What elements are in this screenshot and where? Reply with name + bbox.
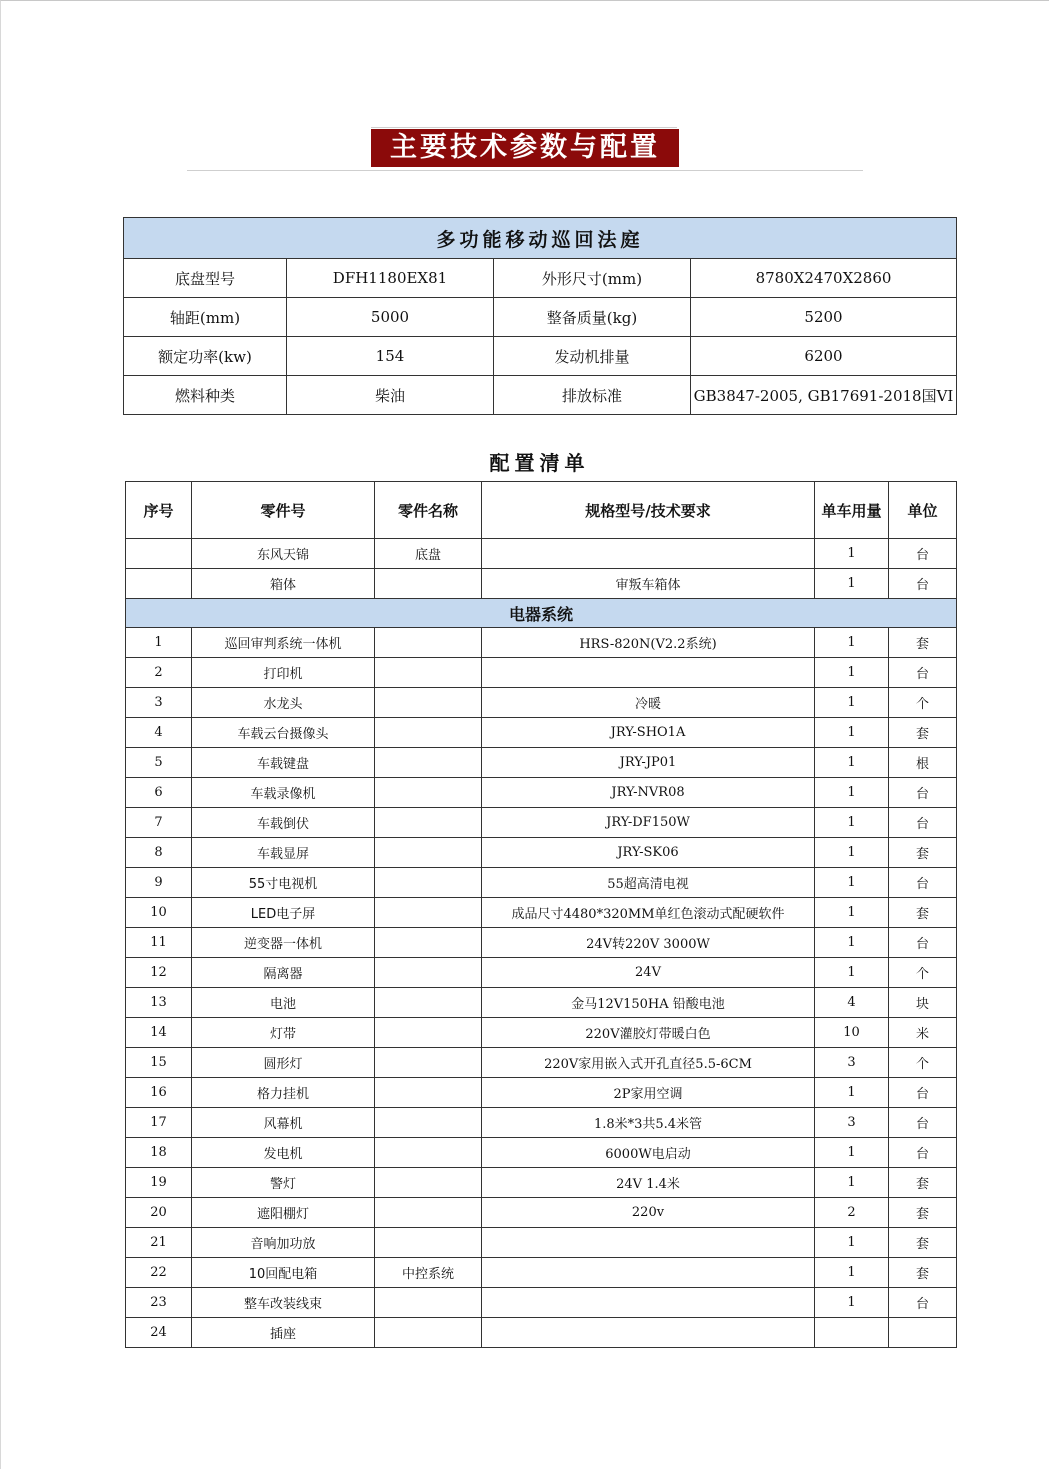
cell-unit: 米: [889, 1018, 957, 1048]
cell-part: 东风天锦: [192, 539, 375, 569]
cell-unit: 台: [889, 1138, 957, 1168]
cell-qty: [815, 1318, 889, 1348]
cell-no: 13: [126, 988, 192, 1018]
cell-unit: 个: [889, 1048, 957, 1078]
cell-part: 音响加功放: [192, 1228, 375, 1258]
cell-name: [375, 1018, 482, 1048]
cell-part: 遮阳棚灯: [192, 1198, 375, 1228]
spec-label: 额定功率(kw): [124, 337, 287, 376]
cell-qty: 1: [815, 748, 889, 778]
cell-part: 风幕机: [192, 1108, 375, 1138]
cell-part: 车载键盘: [192, 748, 375, 778]
spec-value: GB3847-2005, GB17691-2018国VI: [691, 376, 957, 415]
spec-table: [123, 217, 957, 415]
table-row: [126, 718, 957, 748]
table-row: [126, 898, 957, 928]
cell-qty: 1: [815, 1288, 889, 1318]
cell-spec: 1.8米*3共5.4米管: [482, 1108, 815, 1138]
cell-no: [126, 539, 192, 569]
cell-qty: 10: [815, 1018, 889, 1048]
cell-qty: 3: [815, 1108, 889, 1138]
spec-row: [124, 376, 957, 415]
table-row: [126, 1048, 957, 1078]
cell-spec: 55超高清电视: [482, 868, 815, 898]
cell-qty: 1: [815, 1228, 889, 1258]
cell-no: 22: [126, 1258, 192, 1288]
table-row: [126, 1138, 957, 1168]
table-row: [126, 778, 957, 808]
spec-value: DFH1180EX81: [287, 259, 494, 298]
cell-qty: 1: [815, 898, 889, 928]
table-row: [126, 868, 957, 898]
cell-spec: [482, 1228, 815, 1258]
table-row: [126, 1228, 957, 1258]
cell-no: 12: [126, 958, 192, 988]
spec-label: 发动机排量: [494, 337, 691, 376]
cell-part: 格力挂机: [192, 1078, 375, 1108]
table-row: [126, 658, 957, 688]
cell-name: [375, 1078, 482, 1108]
spec-row: [124, 298, 957, 337]
cell-no: 23: [126, 1288, 192, 1318]
cell-qty: 1: [815, 808, 889, 838]
cell-name: [375, 898, 482, 928]
cell-spec: 24V 1.4米: [482, 1168, 815, 1198]
table-row: [126, 748, 957, 778]
cell-unit: 根: [889, 748, 957, 778]
cell-unit: 台: [889, 778, 957, 808]
cell-part: 逆变器一体机: [192, 928, 375, 958]
cell-spec: [482, 658, 815, 688]
cell-no: 15: [126, 1048, 192, 1078]
cell-spec: 24V转220V 3000W: [482, 928, 815, 958]
cell-unit: 台: [889, 539, 957, 569]
column-header: 规格型号/技术要求: [482, 482, 815, 539]
cell-unit: 套: [889, 628, 957, 658]
cell-no: 1: [126, 628, 192, 658]
table-row: [126, 838, 957, 868]
cell-name: [375, 808, 482, 838]
cell-spec: [482, 539, 815, 569]
cell-part: 55寸电视机: [192, 868, 375, 898]
cell-spec: 审叛车箱体: [482, 569, 815, 599]
cell-unit: 台: [889, 658, 957, 688]
spec-label: 底盘型号: [124, 259, 287, 298]
cell-unit: 套: [889, 1228, 957, 1258]
cell-part: 插座: [192, 1318, 375, 1348]
spec-row: [124, 259, 957, 298]
table-row: [126, 628, 957, 658]
cell-no: 2: [126, 658, 192, 688]
cell-part: 10回配电箱: [192, 1258, 375, 1288]
cell-unit: 台: [889, 1288, 957, 1318]
cell-name: 底盘: [375, 539, 482, 569]
cell-no: 21: [126, 1228, 192, 1258]
cell-qty: 1: [815, 718, 889, 748]
cell-qty: 1: [815, 658, 889, 688]
table-row: [126, 1018, 957, 1048]
cell-part: 警灯: [192, 1168, 375, 1198]
spec-value: 6200: [691, 337, 957, 376]
cell-spec: [482, 1258, 815, 1288]
cell-no: 20: [126, 1198, 192, 1228]
cell-part: 打印机: [192, 658, 375, 688]
cell-name: [375, 1198, 482, 1228]
cell-qty: 1: [815, 928, 889, 958]
section-title: 电器系统: [126, 599, 957, 628]
cell-spec: [482, 1288, 815, 1318]
cell-spec: 24V: [482, 958, 815, 988]
cell-spec: JRY-SK06: [482, 838, 815, 868]
cell-no: 4: [126, 718, 192, 748]
table-row: [126, 539, 957, 569]
cell-name: [375, 928, 482, 958]
cell-spec: 2P家用空调: [482, 1078, 815, 1108]
spec-label: 外形尺寸(mm): [494, 259, 691, 298]
cell-qty: 4: [815, 988, 889, 1018]
cell-unit: 套: [889, 838, 957, 868]
column-header: 零件号: [192, 482, 375, 539]
spec-label: 整备质量(kg): [494, 298, 691, 337]
cell-part: 电池: [192, 988, 375, 1018]
cell-part: 圆形灯: [192, 1048, 375, 1078]
table-row: [126, 1078, 957, 1108]
cell-name: [375, 868, 482, 898]
cell-part: 发电机: [192, 1138, 375, 1168]
table-row: [126, 988, 957, 1018]
cell-no: 14: [126, 1018, 192, 1048]
cell-name: [375, 748, 482, 778]
cell-name: [375, 1048, 482, 1078]
cell-name: [375, 1318, 482, 1348]
cell-name: [375, 1288, 482, 1318]
cell-unit: 套: [889, 718, 957, 748]
cell-spec: 冷暖: [482, 688, 815, 718]
cell-spec: 220V灌胶灯带暖白色: [482, 1018, 815, 1048]
cell-name: [375, 718, 482, 748]
page-header: [187, 125, 863, 172]
cell-qty: 1: [815, 1138, 889, 1168]
divider: [187, 170, 863, 171]
spec-label: 轴距(mm): [124, 298, 287, 337]
cell-no: 18: [126, 1138, 192, 1168]
cell-part: 灯带: [192, 1018, 375, 1048]
spec-table-title: 多功能移动巡回法庭: [124, 218, 957, 259]
cell-spec: JRY-SHO1A: [482, 718, 815, 748]
cell-spec: 成品尺寸4480*320MM单红色滚动式配硬软件: [482, 898, 815, 928]
table-row: [126, 1318, 957, 1348]
cell-part: 车载录像机: [192, 778, 375, 808]
cell-no: 17: [126, 1108, 192, 1138]
cell-qty: 1: [815, 1168, 889, 1198]
cell-name: [375, 1138, 482, 1168]
cell-no: 19: [126, 1168, 192, 1198]
cell-unit: 台: [889, 569, 957, 599]
cell-name: [375, 628, 482, 658]
column-header: 单车用量: [815, 482, 889, 539]
spec-label: 排放标准: [494, 376, 691, 415]
cell-name: 中控系统: [375, 1258, 482, 1288]
cell-qty: 2: [815, 1198, 889, 1228]
cell-name: [375, 688, 482, 718]
cell-no: 9: [126, 868, 192, 898]
cell-qty: 1: [815, 838, 889, 868]
cell-no: 6: [126, 778, 192, 808]
cell-no: 8: [126, 838, 192, 868]
cell-qty: 1: [815, 1258, 889, 1288]
cell-spec: JRY-DF150W: [482, 808, 815, 838]
cell-name: [375, 1168, 482, 1198]
table-row: [126, 928, 957, 958]
cell-unit: 台: [889, 868, 957, 898]
cell-unit: 块: [889, 988, 957, 1018]
cell-spec: [482, 1318, 815, 1348]
cell-spec: HRS-820N(V2.2系统): [482, 628, 815, 658]
cell-unit: 台: [889, 808, 957, 838]
divider: [371, 127, 677, 128]
cell-unit: 个: [889, 688, 957, 718]
cell-qty: 1: [815, 569, 889, 599]
cell-part: 水龙头: [192, 688, 375, 718]
cell-qty: 3: [815, 1048, 889, 1078]
cell-name: [375, 658, 482, 688]
cell-qty: 1: [815, 539, 889, 569]
column-header: 序号: [126, 482, 192, 539]
cell-name: [375, 958, 482, 988]
cell-part: 车载显屏: [192, 838, 375, 868]
cell-unit: 台: [889, 1108, 957, 1138]
table-row: [126, 958, 957, 988]
table-row: [126, 569, 957, 599]
cell-spec: 6000W电启动: [482, 1138, 815, 1168]
cell-qty: 1: [815, 1078, 889, 1108]
cell-part: 巡回审判系统一体机: [192, 628, 375, 658]
config-title: 配置清单: [489, 451, 590, 475]
cell-no: 7: [126, 808, 192, 838]
cell-part: 整车改装线束: [192, 1288, 375, 1318]
table-row: [126, 1198, 957, 1228]
spec-value: 柴油: [287, 376, 494, 415]
spec-row: [124, 337, 957, 376]
cell-spec: 220v: [482, 1198, 815, 1228]
cell-no: 10: [126, 898, 192, 928]
cell-name: [375, 838, 482, 868]
spec-value: 154: [287, 337, 494, 376]
table-row: [126, 1108, 957, 1138]
column-header: 单位: [889, 482, 957, 539]
cell-spec: JRY-NVR08: [482, 778, 815, 808]
cell-unit: 套: [889, 1168, 957, 1198]
cell-no: [126, 569, 192, 599]
cell-name: [375, 569, 482, 599]
cell-no: 5: [126, 748, 192, 778]
cell-unit: [889, 1318, 957, 1348]
cell-unit: 套: [889, 1258, 957, 1288]
cell-part: 车载倒伏: [192, 808, 375, 838]
cell-qty: 1: [815, 628, 889, 658]
spec-value: 8780X2470X2860: [691, 259, 957, 298]
table-row: [126, 688, 957, 718]
cell-no: 11: [126, 928, 192, 958]
table-row: [126, 1258, 957, 1288]
cell-unit: 套: [889, 1198, 957, 1228]
cell-unit: 台: [889, 928, 957, 958]
cell-unit: 套: [889, 898, 957, 928]
cell-part: 车载云台摄像头: [192, 718, 375, 748]
cell-unit: 个: [889, 958, 957, 988]
cell-no: 24: [126, 1318, 192, 1348]
config-table: [125, 481, 957, 1348]
cell-name: [375, 1228, 482, 1258]
cell-qty: 1: [815, 688, 889, 718]
cell-spec: JRY-JP01: [482, 748, 815, 778]
column-header: 零件名称: [375, 482, 482, 539]
cell-name: [375, 778, 482, 808]
spec-value: 5000: [287, 298, 494, 337]
cell-unit: 台: [889, 1078, 957, 1108]
cell-no: 16: [126, 1078, 192, 1108]
cell-part: LED电子屏: [192, 898, 375, 928]
section-row: [126, 599, 957, 628]
cell-qty: 1: [815, 868, 889, 898]
table-row: [126, 808, 957, 838]
cell-spec: 220V家用嵌入式开孔直径5.5-6CM: [482, 1048, 815, 1078]
cell-part: 箱体: [192, 569, 375, 599]
spec-value: 5200: [691, 298, 957, 337]
spec-label: 燃料种类: [124, 376, 287, 415]
cell-spec: 金马12V150HA 铅酸电池: [482, 988, 815, 1018]
cell-no: 3: [126, 688, 192, 718]
cell-name: [375, 988, 482, 1018]
cell-qty: 1: [815, 778, 889, 808]
cell-qty: 1: [815, 958, 889, 988]
cell-name: [375, 1108, 482, 1138]
cell-part: 隔离器: [192, 958, 375, 988]
table-row: [126, 1168, 957, 1198]
table-row: [126, 1288, 957, 1318]
page-title: 主要技术参数与配置: [371, 129, 679, 167]
